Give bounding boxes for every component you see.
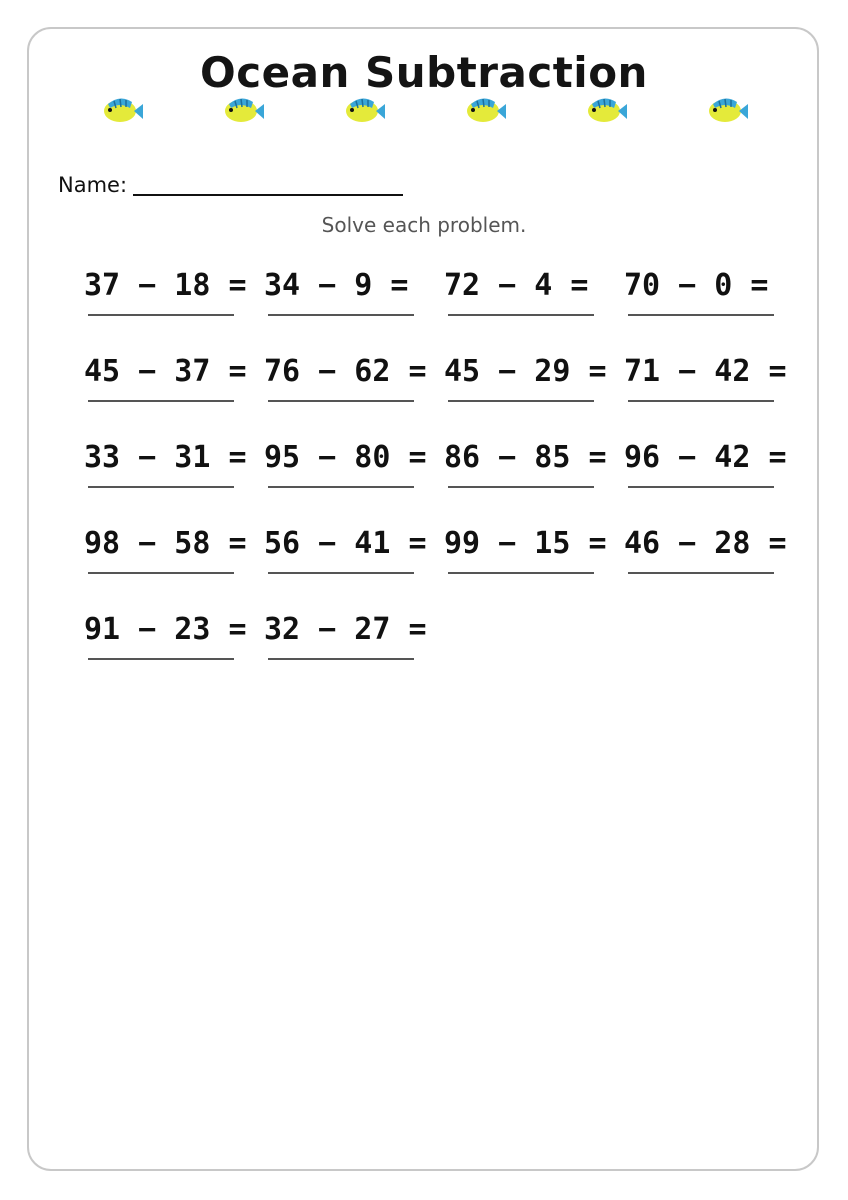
answer-line[interactable] (268, 658, 414, 660)
answer-line[interactable] (628, 400, 774, 402)
answer-line[interactable] (268, 572, 414, 574)
tropical-fish-icon (584, 92, 628, 128)
name-field[interactable] (58, 172, 403, 197)
answer-line[interactable] (448, 314, 594, 316)
problem-text: 98 − 58 = (84, 526, 247, 561)
answer-line[interactable] (88, 314, 234, 316)
answer-line[interactable] (448, 486, 594, 488)
answer-line[interactable] (88, 572, 234, 574)
page-title: Ocean Subtraction (200, 48, 648, 97)
problem-text: 72 − 4 = (444, 268, 589, 303)
problem-text: 34 − 9 = (264, 268, 409, 303)
problem-item[interactable] (624, 440, 804, 500)
problem-text: 32 − 27 = (264, 612, 427, 647)
tropical-fish-icon (342, 92, 386, 128)
problem-item[interactable] (84, 354, 264, 414)
answer-line[interactable] (88, 658, 234, 660)
problem-item[interactable] (624, 526, 804, 586)
problem-item[interactable] (84, 440, 264, 500)
answer-line[interactable] (268, 314, 414, 316)
tropical-fish-icon (100, 92, 144, 128)
instructions: Solve each problem. (321, 213, 527, 237)
problem-text: 45 − 29 = (444, 354, 607, 389)
problem-item[interactable] (624, 268, 804, 328)
answer-line[interactable] (628, 572, 774, 574)
answer-line[interactable] (268, 400, 414, 402)
problem-text: 91 − 23 = (84, 612, 247, 647)
answer-line[interactable] (268, 486, 414, 488)
problem-text: 56 − 41 = (264, 526, 427, 561)
problem-text: 33 − 31 = (84, 440, 247, 475)
tropical-fish-icon (463, 92, 507, 128)
problem-item[interactable] (444, 268, 624, 328)
problem-item[interactable] (264, 612, 444, 672)
problem-item[interactable] (444, 440, 624, 500)
worksheet-border (27, 27, 819, 1171)
problem-item[interactable] (84, 612, 264, 672)
answer-line[interactable] (448, 572, 594, 574)
answer-line[interactable] (628, 486, 774, 488)
problem-item[interactable] (264, 526, 444, 586)
problem-item[interactable] (624, 354, 804, 414)
problem-text: 95 − 80 = (264, 440, 427, 475)
name-blank[interactable] (133, 176, 403, 196)
answer-line[interactable] (88, 486, 234, 488)
problem-text: 96 − 42 = (624, 440, 787, 475)
problem-text: 37 − 18 = (84, 268, 247, 303)
tropical-fish-icon (705, 92, 749, 128)
problem-text: 45 − 37 = (84, 354, 247, 389)
answer-line[interactable] (448, 400, 594, 402)
fish-decoration-row (0, 92, 848, 132)
problem-text: 71 − 42 = (624, 354, 787, 389)
problem-item[interactable] (264, 440, 444, 500)
tropical-fish-icon (221, 92, 265, 128)
problem-text: 76 − 62 = (264, 354, 427, 389)
problem-item[interactable] (84, 268, 264, 328)
problem-item[interactable] (444, 526, 624, 586)
problem-text: 46 − 28 = (624, 526, 787, 561)
name-label: Name: (58, 173, 128, 197)
problem-text: 70 − 0 = (624, 268, 769, 303)
problem-item[interactable] (84, 526, 264, 586)
answer-line[interactable] (88, 400, 234, 402)
problem-text: 99 − 15 = (444, 526, 607, 561)
problem-text: 86 − 85 = (444, 440, 607, 475)
problem-item[interactable] (444, 354, 624, 414)
problem-item[interactable] (264, 354, 444, 414)
answer-line[interactable] (628, 314, 774, 316)
problem-item[interactable] (264, 268, 444, 328)
